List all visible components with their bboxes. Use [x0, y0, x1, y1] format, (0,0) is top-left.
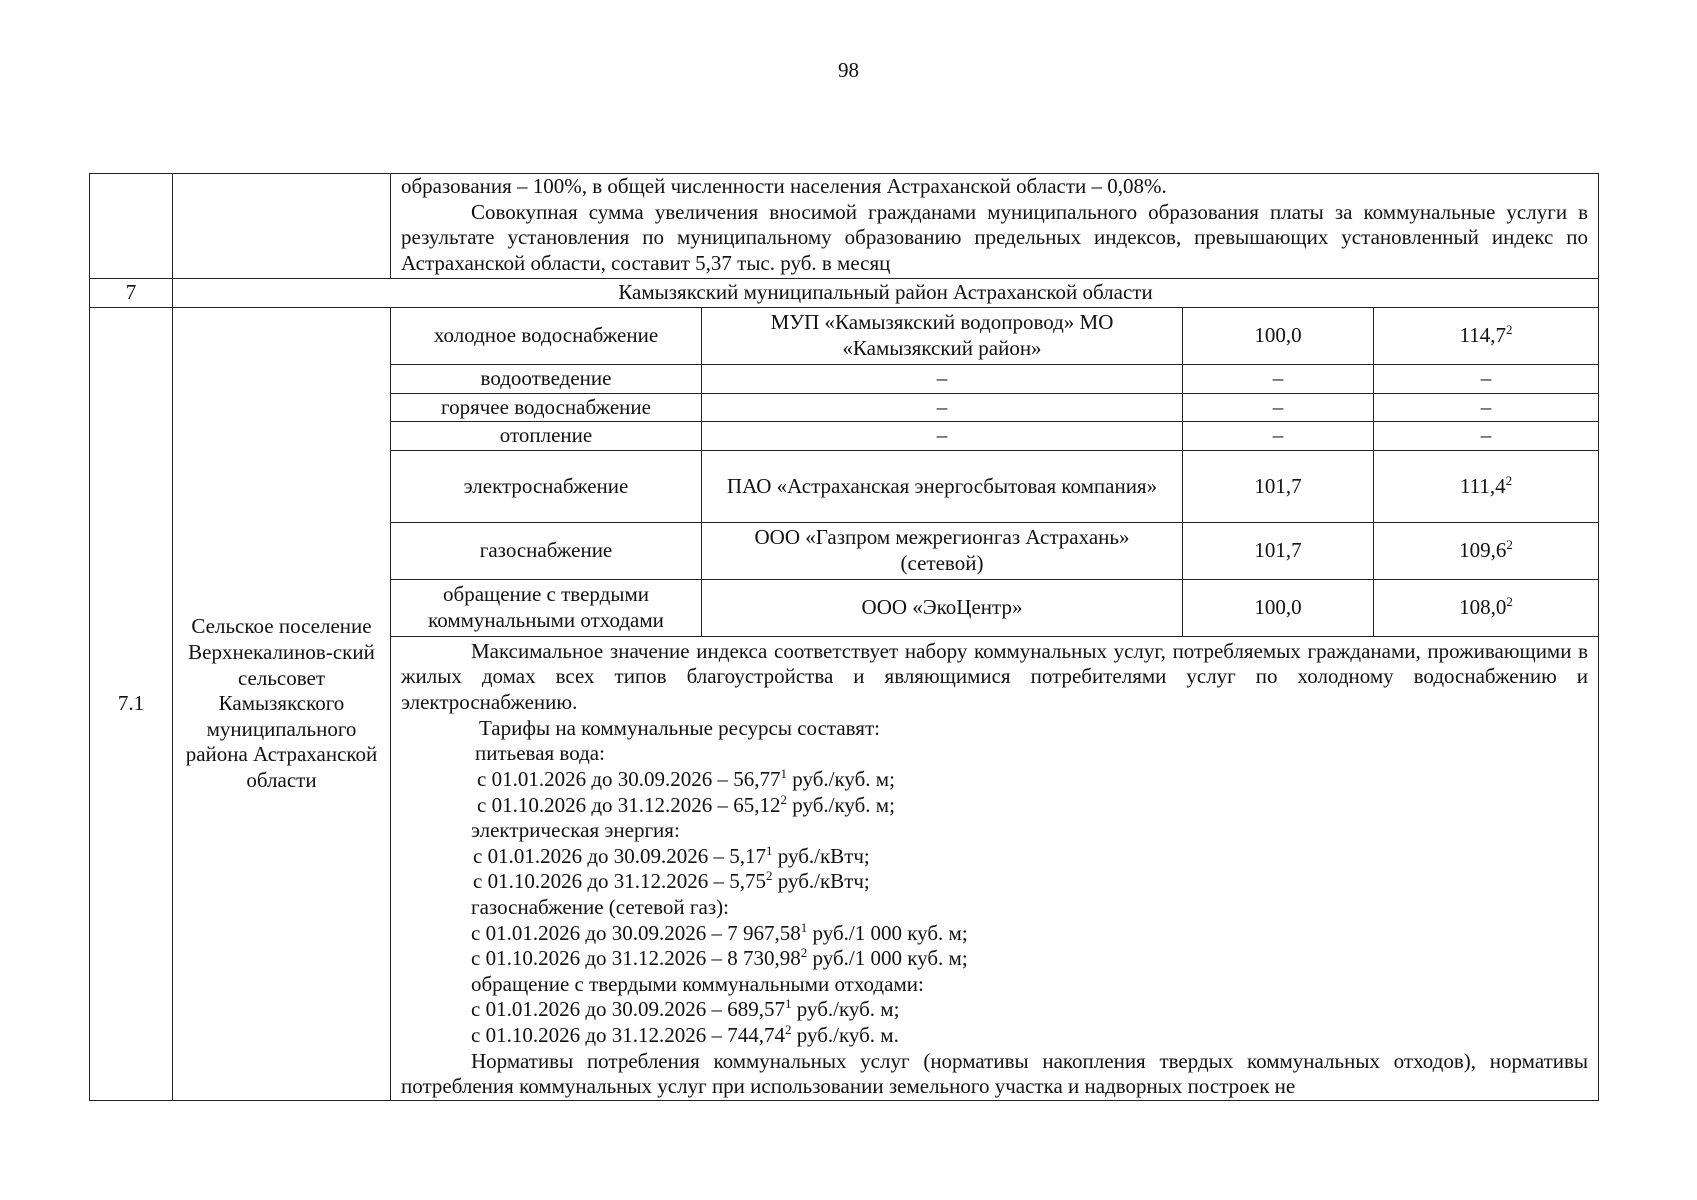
max-index-value: 114,7$^2$ [1374, 308, 1599, 365]
tariffs-heading: Тарифы на коммунальные ресурсы составят: [479, 715, 880, 740]
max-index-value: 109,6$^2$ [1374, 522, 1599, 579]
max-index-value: – [1374, 365, 1599, 394]
water-tariff-1: с 01.01.2026 до 30.09.2026 – 56,77$^1$ руб./куб. м; [477, 765, 895, 791]
service-name: газоснабжение [391, 522, 702, 579]
index-value: – [1183, 422, 1374, 451]
norms-paragraph: Нормативы потребления коммунальных услуг (нормативы накопления твердых коммунальных отходов), нормативы потребления коммунальных услуг при использовании земельного участка и надворных построек не [401, 1048, 1589, 1099]
footnote-mark: 2 [1506, 594, 1513, 610]
index-value: 100,0 [1183, 308, 1374, 365]
provider-name: МУП «Камызякский водопровод» МО «Камызякский район» [702, 308, 1183, 365]
max-index-paragraph: Максимальное значение индекса соответствует набору коммунальных услуг, потребляемых гражданами, проживающими в жилых домах всех типов благоустройства и являющимися потребителями услуг по холодному водоснабжению и электроснабжению. [401, 638, 1589, 715]
index-value: – [1183, 365, 1374, 394]
index-value: 101,7 [1183, 450, 1374, 522]
power-tariff-1: с 01.01.2026 до 30.09.2026 – 5,17$^1$ руб./кВтч; [473, 842, 870, 868]
service-name: горячее водоснабжение [391, 393, 702, 422]
row-number: 7.1 [90, 308, 173, 1101]
footnote-mark: 2 [1506, 537, 1513, 553]
service-name: водоотведение [391, 365, 702, 394]
service-name: обращение с твердыми коммунальными отходами [391, 579, 702, 636]
provider-name: – [702, 365, 1183, 394]
waste-heading: обращение с твердыми коммунальными отходами: [471, 971, 924, 996]
continuation-text-cell [391, 174, 1599, 279]
continuation-row [90, 174, 1599, 279]
details-cell [391, 636, 1599, 1100]
municipality-name: Сельское поселение Верхнекалинов-ский сельсовет Камызякского муниципального района Астраханской области [173, 308, 391, 1101]
service-name: отопление [391, 422, 702, 451]
continuation-number-cell [90, 174, 173, 279]
section-header-row [90, 279, 1599, 308]
gas-tariff-2: с 01.10.2026 до 31.12.2026 – 8 730,98$^2$ руб./1 000 куб. м; [471, 945, 968, 971]
gas-heading: газоснабжение (сетевой газ): [471, 894, 729, 919]
index-value: 101,7 [1183, 522, 1374, 579]
max-index-value: 111,4$^2$ [1374, 450, 1599, 522]
footnote-mark: 2 [1505, 472, 1513, 488]
intro-line: образования – 100%, в общей численности населения Астраханской области – 0,08%. [401, 174, 1167, 198]
page-number: 98 [838, 58, 859, 82]
service-row [90, 308, 1599, 365]
section-title: Камызякский муниципальный район Астраханской области [173, 279, 1599, 308]
section-number: 7 [90, 279, 173, 308]
waste-tariff-2: с 01.10.2026 до 31.12.2026 – 744,74$^2$ руб./куб. м. [471, 1022, 899, 1048]
service-name: электроснабжение [391, 450, 702, 522]
continuation-municipality-cell [173, 174, 391, 279]
provider-name: – [702, 422, 1183, 451]
footnote-mark: 2 [1506, 322, 1513, 338]
power-heading: электрическая энергия: [471, 818, 680, 843]
waste-tariff-1: с 01.01.2026 до 30.09.2026 – 689,57$^1$ руб./куб. м; [471, 996, 900, 1022]
provider-name: ПАО «Астраханская энергосбытовая компания» [702, 450, 1183, 522]
max-index-value: – [1374, 422, 1599, 451]
provider-name: ООО «ЭкоЦентр» [702, 579, 1183, 636]
service-name: холодное водоснабжение [391, 308, 702, 365]
index-value: – [1183, 393, 1374, 422]
intro-paragraph: Совокупная сумма увеличения вносимой гражданами муниципального образования платы за коммунальные услуги в результате установления по муниципальному образованию предельных индексов, превышающих установленный индекс по Астраханской области, составит 5,37 тыс. руб. в месяц [401, 199, 1589, 275]
water-tariff-2: с 01.10.2026 до 31.12.2026 – 65,12$^2$ руб./куб. м; [477, 791, 895, 817]
tariff-table [89, 173, 1599, 1101]
index-value: 100,0 [1183, 579, 1374, 636]
max-index-value: – [1374, 393, 1599, 422]
power-tariff-2: с 01.10.2026 до 31.12.2026 – 5,75$^2$ руб./кВтч; [473, 868, 870, 894]
provider-name: ООО «Газпром межрегионгаз Астрахань» (сетевой) [702, 522, 1183, 579]
provider-name: – [702, 393, 1183, 422]
gas-tariff-1: с 01.01.2026 до 30.09.2026 – 7 967,58$^1$ руб./1 000 куб. м; [471, 919, 968, 945]
water-heading: питьевая вода: [475, 741, 605, 766]
max-index-value: 108,0$^2$ [1374, 579, 1599, 636]
